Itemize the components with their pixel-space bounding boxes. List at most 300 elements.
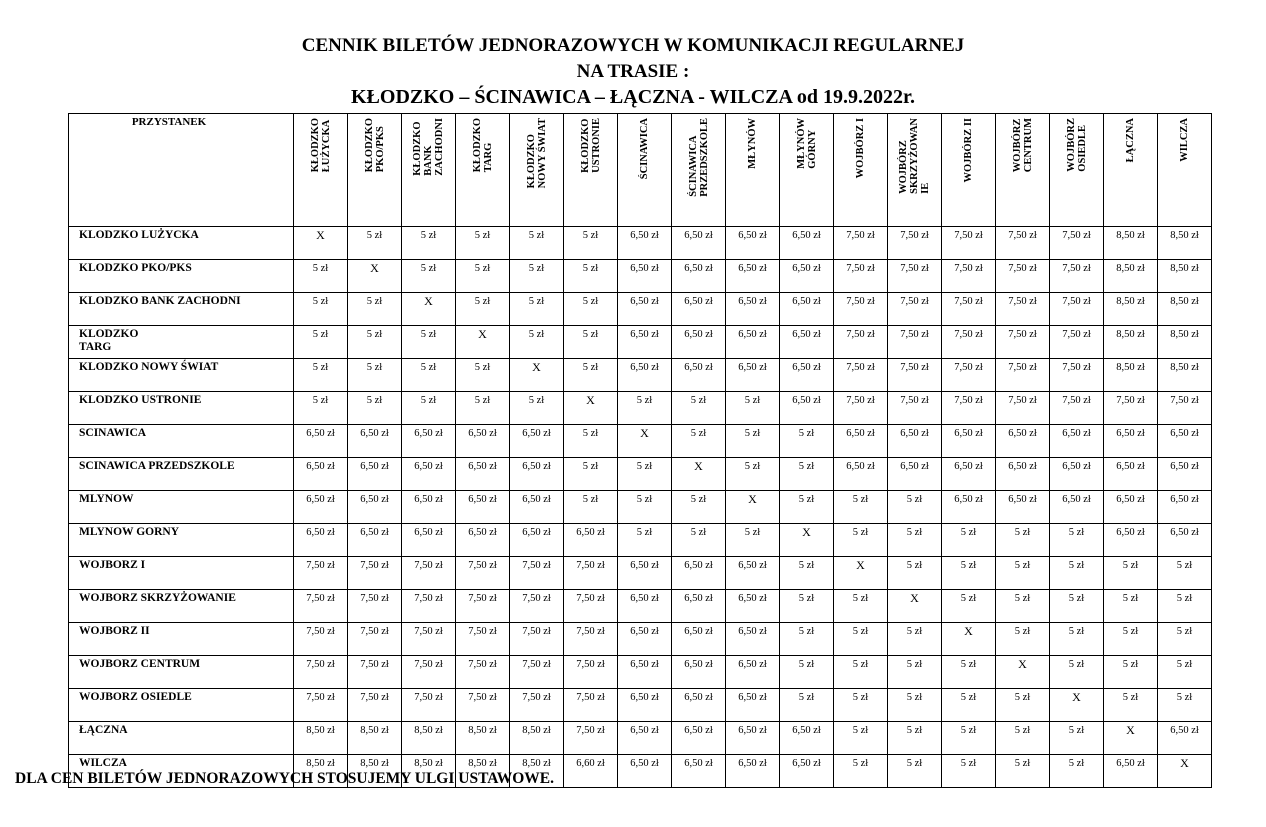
price-cell: 7,50 zł [1158, 392, 1212, 425]
price-cell: 7,50 zł [834, 392, 888, 425]
price-cell: 6,50 zł [618, 689, 672, 722]
price-cell: 7,50 zł [834, 260, 888, 293]
price-cell: 5 zł [294, 293, 348, 326]
price-cell: 7,50 zł [996, 359, 1050, 392]
price-cell: 7,50 zł [402, 557, 456, 590]
price-cell: 5 zł [456, 260, 510, 293]
price-cell: 5 zł [1050, 755, 1104, 788]
price-cell: 5 zł [402, 260, 456, 293]
price-cell: X [348, 260, 402, 293]
price-cell: 5 zł [564, 260, 618, 293]
price-cell: 7,50 zł [1050, 392, 1104, 425]
price-cell: 5 zł [456, 392, 510, 425]
price-cell: 7,50 zł [456, 656, 510, 689]
price-cell: 7,50 zł [294, 656, 348, 689]
column-header-label: ŚCINAWICA [639, 118, 650, 180]
price-cell: 6,50 zł [942, 425, 996, 458]
price-cell: 5 zł [834, 656, 888, 689]
price-cell: 6,50 zł [726, 722, 780, 755]
price-cell: 6,50 zł [510, 425, 564, 458]
price-cell: X [1050, 689, 1104, 722]
price-cell: 8,50 zł [510, 722, 564, 755]
price-cell: 8,50 zł [1158, 293, 1212, 326]
price-cell: 6,50 zł [726, 557, 780, 590]
price-cell: 6,50 zł [294, 425, 348, 458]
price-cell: X [1158, 755, 1212, 788]
price-cell: 7,50 zł [348, 689, 402, 722]
price-cell: X [834, 557, 888, 590]
price-cell: 7,50 zł [294, 623, 348, 656]
row-label: MLYNOW [69, 491, 294, 524]
price-cell: 6,50 zł [1050, 425, 1104, 458]
price-cell: 5 zł [1050, 656, 1104, 689]
price-cell: 7,50 zł [888, 260, 942, 293]
price-cell: 7,50 zł [1104, 392, 1158, 425]
price-cell: 6,50 zł [672, 293, 726, 326]
table-row [69, 359, 1212, 392]
price-cell: 5 zł [780, 557, 834, 590]
row-label: KLODZKO LUŻYCKA [69, 227, 294, 260]
price-cell: 7,50 zł [564, 590, 618, 623]
price-cell: 8,50 zł [456, 755, 510, 788]
price-cell: 8,50 zł [1158, 326, 1212, 359]
price-cell: 7,50 zł [348, 623, 402, 656]
column-header [402, 114, 456, 227]
price-cell: 6,50 zł [780, 755, 834, 788]
price-cell: 7,50 zł [996, 326, 1050, 359]
price-cell: 5 zł [780, 590, 834, 623]
price-cell: 7,50 zł [1050, 293, 1104, 326]
price-cell: 7,50 zł [402, 656, 456, 689]
price-cell: 5 zł [1158, 557, 1212, 590]
price-cell: 6,50 zł [402, 425, 456, 458]
price-cell: 6,50 zł [942, 458, 996, 491]
column-header [348, 114, 402, 227]
price-cell: 6,50 zł [834, 458, 888, 491]
column-header-label: WOJBÓRZ II [963, 118, 974, 183]
table-row [69, 491, 1212, 524]
price-cell: 5 zł [1104, 656, 1158, 689]
price-cell: 5 zł [888, 755, 942, 788]
price-cell: 6,50 zł [348, 458, 402, 491]
price-cell: X [456, 326, 510, 359]
price-cell: 6,50 zł [780, 227, 834, 260]
price-cell: 7,50 zł [348, 590, 402, 623]
corner-header [69, 114, 294, 227]
price-cell: 5 zł [888, 491, 942, 524]
price-cell: 6,50 zł [780, 722, 834, 755]
price-cell: 5 zł [1050, 590, 1104, 623]
price-cell: 6,50 zł [1104, 524, 1158, 557]
price-cell: 5 zł [834, 524, 888, 557]
price-table [68, 113, 1212, 788]
column-header-label: KŁODZKO BANK ZACHODNI [412, 118, 445, 176]
table-row [69, 656, 1212, 689]
price-cell: 6,50 zł [510, 524, 564, 557]
table-row [69, 293, 1212, 326]
price-cell: 5 zł [726, 524, 780, 557]
price-cell: 5 zł [402, 392, 456, 425]
price-cell: 7,50 zł [834, 359, 888, 392]
row-label: WOJBORZ CENTRUM [69, 656, 294, 689]
price-cell: 5 zł [564, 293, 618, 326]
price-cell: 6,50 zł [672, 590, 726, 623]
price-cell: 6,50 zł [672, 359, 726, 392]
column-header-label: MŁYNÓW [747, 118, 758, 169]
price-cell: 5 zł [510, 392, 564, 425]
price-cell: 6,50 zł [726, 359, 780, 392]
price-cell: 6,50 zł [672, 623, 726, 656]
price-cell: 5 zł [780, 623, 834, 656]
column-header-label: KŁODZKO NOWY ŚWIAT [525, 118, 548, 189]
price-cell: 6,50 zł [672, 326, 726, 359]
price-cell: 7,50 zł [1050, 260, 1104, 293]
price-cell: 7,50 zł [564, 722, 618, 755]
price-cell: 8,50 zł [1104, 326, 1158, 359]
row-label: KLODZKO NOWY ŚWIAT [69, 359, 294, 392]
row-label: KLODZKO PKO/PKS [69, 260, 294, 293]
price-cell: 6,50 zł [726, 227, 780, 260]
price-cell: 6,60 zł [564, 755, 618, 788]
price-cell: 6,50 zł [672, 689, 726, 722]
price-cell: 8,50 zł [1158, 227, 1212, 260]
price-cell: X [726, 491, 780, 524]
column-header-label: ŚCINAWICA PRZEDSZKOLE [687, 118, 710, 197]
price-cell: X [780, 524, 834, 557]
price-cell: 5 zł [942, 722, 996, 755]
price-cell: 5 zł [618, 392, 672, 425]
page-title-line-1: CENNIK BILETÓW JEDNORAZOWYCH W KOMUNIKACJI REGULARNEJ [301, 35, 965, 56]
price-cell: 7,50 zł [834, 293, 888, 326]
price-cell: 5 zł [888, 557, 942, 590]
column-header [996, 114, 1050, 227]
price-cell: 8,50 zł [1104, 359, 1158, 392]
price-cell: 6,50 zł [1104, 458, 1158, 491]
price-cell: 5 zł [726, 458, 780, 491]
price-cell: 5 zł [996, 689, 1050, 722]
price-cell: 6,50 zł [456, 491, 510, 524]
column-header [780, 114, 834, 227]
column-header-label: KŁODZKO ŁUŻYCKA [309, 118, 332, 173]
price-cell: 6,50 zł [456, 458, 510, 491]
price-cell: 7,50 zł [348, 656, 402, 689]
price-cell: 6,50 zł [996, 425, 1050, 458]
price-cell: 8,50 zł [402, 755, 456, 788]
table-row [69, 524, 1212, 557]
price-cell: 6,50 zł [618, 656, 672, 689]
price-cell: 5 zł [564, 326, 618, 359]
price-cell: 7,50 zł [1050, 227, 1104, 260]
row-label: ŁĄCZNA [69, 722, 294, 755]
price-cell: 6,50 zł [996, 491, 1050, 524]
price-cell: 5 zł [780, 458, 834, 491]
price-cell: 5 zł [780, 656, 834, 689]
price-cell: 6,50 zł [780, 293, 834, 326]
price-cell: 5 zł [294, 260, 348, 293]
price-cell: 6,50 zł [618, 557, 672, 590]
table-row [69, 227, 1212, 260]
price-cell: 6,50 zł [780, 326, 834, 359]
price-cell: 5 zł [1158, 656, 1212, 689]
price-cell: 7,50 zł [510, 557, 564, 590]
column-header [888, 114, 942, 227]
price-cell: 7,50 zł [564, 689, 618, 722]
price-cell: 5 zł [456, 293, 510, 326]
price-cell: 7,50 zł [402, 590, 456, 623]
table-row [69, 425, 1212, 458]
price-cell: 8,50 zł [294, 722, 348, 755]
price-cell: 8,50 zł [294, 755, 348, 788]
price-cell: 6,50 zł [510, 458, 564, 491]
price-cell: 8,50 zł [348, 722, 402, 755]
price-cell: 7,50 zł [1050, 326, 1104, 359]
column-header [672, 114, 726, 227]
column-header [834, 114, 888, 227]
price-cell: 5 zł [564, 491, 618, 524]
row-label: WOJBORZ SKRZYŻOWANIE [69, 590, 294, 623]
table-row [69, 392, 1212, 425]
price-cell: X [942, 623, 996, 656]
row-label: MLYNOW GORNY [69, 524, 294, 557]
price-cell: 7,50 zł [456, 590, 510, 623]
price-cell: 7,50 zł [1050, 359, 1104, 392]
table-row [69, 689, 1212, 722]
price-cell: 7,50 zł [888, 392, 942, 425]
row-label: SCINAWICA PRZEDSZKOLE [69, 458, 294, 491]
price-cell: 6,50 zł [618, 260, 672, 293]
price-cell: 5 zł [834, 755, 888, 788]
price-cell: 6,50 zł [618, 722, 672, 755]
price-cell: 5 zł [672, 524, 726, 557]
price-cell: 5 zł [402, 326, 456, 359]
price-cell: 5 zł [780, 425, 834, 458]
price-cell: 5 zł [888, 722, 942, 755]
price-cell: 5 zł [1158, 623, 1212, 656]
column-header-label: WOJBÓRZ OSIEDLE [1065, 118, 1088, 172]
price-cell: 5 zł [888, 623, 942, 656]
price-cell: 5 zł [348, 392, 402, 425]
price-cell: 5 zł [942, 590, 996, 623]
price-cell: 5 zł [456, 227, 510, 260]
row-label: KLODZKO TARG [69, 326, 294, 359]
price-cell: 5 zł [996, 524, 1050, 557]
price-cell: 5 zł [510, 293, 564, 326]
price-cell: 6,50 zł [618, 623, 672, 656]
column-header [510, 114, 564, 227]
column-header [564, 114, 618, 227]
price-cell: 5 zł [402, 359, 456, 392]
price-cell: 5 zł [942, 656, 996, 689]
price-cell: 7,50 zł [564, 557, 618, 590]
price-cell: 7,50 zł [996, 392, 1050, 425]
price-cell: 5 zł [510, 260, 564, 293]
price-cell: 6,50 zł [618, 359, 672, 392]
price-cell: X [888, 590, 942, 623]
price-cell: 5 zł [618, 458, 672, 491]
price-cell: 7,50 zł [456, 689, 510, 722]
price-cell: 7,50 zł [510, 656, 564, 689]
price-cell: 7,50 zł [510, 689, 564, 722]
price-cell: 6,50 zł [456, 524, 510, 557]
price-cell: 6,50 zł [672, 260, 726, 293]
price-cell: 8,50 zł [456, 722, 510, 755]
price-cell: 6,50 zł [294, 524, 348, 557]
price-cell: 5 zł [456, 359, 510, 392]
price-cell: 6,50 zł [996, 458, 1050, 491]
price-cell: 5 zł [888, 656, 942, 689]
price-cell: 6,50 zł [402, 458, 456, 491]
column-header-label: WOJBÓRZ CENTRUM [1011, 118, 1034, 173]
price-cell: 7,50 zł [942, 392, 996, 425]
price-cell: 5 zł [1050, 524, 1104, 557]
price-cell: 7,50 zł [888, 293, 942, 326]
price-cell: 6,50 zł [294, 458, 348, 491]
price-cell: 5 zł [996, 722, 1050, 755]
price-cell: 7,50 zł [996, 260, 1050, 293]
price-cell: 6,50 zł [510, 491, 564, 524]
price-cell: 6,50 zł [294, 491, 348, 524]
price-cell: 7,50 zł [564, 623, 618, 656]
price-cell: 8,50 zł [1104, 227, 1158, 260]
corner-label: PRZYSTANEK [131, 116, 207, 128]
row-label: KLODZKO BANK ZACHODNI [69, 293, 294, 326]
price-cell: 6,50 zł [672, 656, 726, 689]
price-cell: 7,50 zł [942, 227, 996, 260]
price-cell: 5 zł [1158, 689, 1212, 722]
price-cell: 6,50 zł [1158, 458, 1212, 491]
price-cell: 7,50 zł [942, 359, 996, 392]
price-cell: 6,50 zł [1104, 755, 1158, 788]
price-cell: 5 zł [402, 227, 456, 260]
table-row [69, 623, 1212, 656]
price-cell: 5 zł [888, 524, 942, 557]
page-title-line-2: NA TRASIE : [576, 61, 690, 82]
price-cell: 7,50 zł [996, 293, 1050, 326]
column-header-label: ŁĄCZNA [1125, 118, 1136, 163]
price-cell: 7,50 zł [294, 590, 348, 623]
price-cell: 5 zł [834, 623, 888, 656]
column-header-label: KŁODZKO TARG [471, 118, 494, 173]
price-cell: 6,50 zł [780, 260, 834, 293]
price-cell: 5 zł [294, 359, 348, 392]
price-cell: 6,50 zł [348, 524, 402, 557]
price-cell: 5 zł [1104, 623, 1158, 656]
price-cell: 7,50 zł [402, 623, 456, 656]
row-label: SCINAWICA [69, 425, 294, 458]
price-cell: 7,50 zł [348, 557, 402, 590]
price-cell: 5 zł [510, 326, 564, 359]
price-cell: 5 zł [564, 458, 618, 491]
price-cell: 6,50 zł [834, 425, 888, 458]
price-cell: 5 zł [1104, 689, 1158, 722]
price-cell: 5 zł [564, 227, 618, 260]
price-cell: 5 zł [618, 524, 672, 557]
price-cell: X [996, 656, 1050, 689]
price-cell: 6,50 zł [348, 425, 402, 458]
price-cell: 5 zł [834, 491, 888, 524]
price-cell: 6,50 zł [402, 524, 456, 557]
price-cell: 6,50 zł [726, 755, 780, 788]
price-cell: 7,50 zł [456, 557, 510, 590]
price-cell: 6,50 zł [672, 755, 726, 788]
price-cell: 5 zł [348, 359, 402, 392]
table-row [69, 458, 1212, 491]
page-title-line-3: KŁODZKO – ŚCINAWICA – ŁĄCZNA - WILCZA od 19.9.2022r. [351, 86, 915, 108]
price-cell: 6,50 zł [726, 590, 780, 623]
price-cell: X [294, 227, 348, 260]
price-cell: 5 zł [996, 755, 1050, 788]
row-label: KLODZKO USTRONIE [69, 392, 294, 425]
price-cell: 6,50 zł [780, 392, 834, 425]
table-row [69, 557, 1212, 590]
price-cell: 5 zł [942, 755, 996, 788]
price-cell: 8,50 zł [1104, 260, 1158, 293]
price-cell: 7,50 zł [888, 227, 942, 260]
price-cell: 5 zł [672, 392, 726, 425]
price-cell: 5 zł [996, 557, 1050, 590]
price-cell: 6,50 zł [672, 557, 726, 590]
price-cell: 6,50 zł [672, 227, 726, 260]
price-cell: 6,50 zł [726, 623, 780, 656]
price-cell: 5 zł [1050, 623, 1104, 656]
column-header [456, 114, 510, 227]
price-cell: 6,50 zł [1158, 491, 1212, 524]
price-cell: 6,50 zł [726, 293, 780, 326]
price-cell: 5 zł [564, 359, 618, 392]
price-cell: 6,50 zł [888, 458, 942, 491]
price-cell: 5 zł [348, 293, 402, 326]
price-cell: 7,50 zł [564, 656, 618, 689]
price-cell: 6,50 zł [402, 491, 456, 524]
price-cell: 5 zł [996, 623, 1050, 656]
price-cell: 7,50 zł [942, 293, 996, 326]
price-cell: 8,50 zł [348, 755, 402, 788]
price-cell: X [1104, 722, 1158, 755]
price-cell: 5 zł [942, 557, 996, 590]
row-label: WILCZA [69, 755, 294, 788]
price-cell: 6,50 zł [618, 590, 672, 623]
price-cell: 6,50 zł [348, 491, 402, 524]
column-header [618, 114, 672, 227]
price-cell: 7,50 zł [888, 326, 942, 359]
table-row [69, 260, 1212, 293]
price-cell: 5 zł [834, 590, 888, 623]
column-header [726, 114, 780, 227]
price-cell: 5 zł [942, 689, 996, 722]
price-cell: 5 zł [1050, 722, 1104, 755]
price-cell: 5 zł [780, 491, 834, 524]
price-cell: X [672, 458, 726, 491]
column-header [1104, 114, 1158, 227]
price-cell: 8,50 zł [1104, 293, 1158, 326]
price-cell: 6,50 zł [1050, 491, 1104, 524]
price-cell: 8,50 zł [510, 755, 564, 788]
footer-note: DLA CEN BILETÓW JEDNORAZOWYCH STOSUJEMY ULGI USTAWOWE. [15, 770, 555, 787]
price-cell: X [618, 425, 672, 458]
price-cell: 7,50 zł [294, 557, 348, 590]
price-cell: 5 zł [348, 326, 402, 359]
price-cell: 6,50 zł [726, 260, 780, 293]
price-cell: 6,50 zł [564, 524, 618, 557]
price-cell: 5 zł [726, 392, 780, 425]
price-cell: 6,50 zł [618, 293, 672, 326]
price-cell: 5 zł [996, 590, 1050, 623]
column-header [1050, 114, 1104, 227]
price-cell: 7,50 zł [510, 590, 564, 623]
table-row [69, 590, 1212, 623]
price-cell: 7,50 zł [942, 260, 996, 293]
price-cell: 8,50 zł [402, 722, 456, 755]
